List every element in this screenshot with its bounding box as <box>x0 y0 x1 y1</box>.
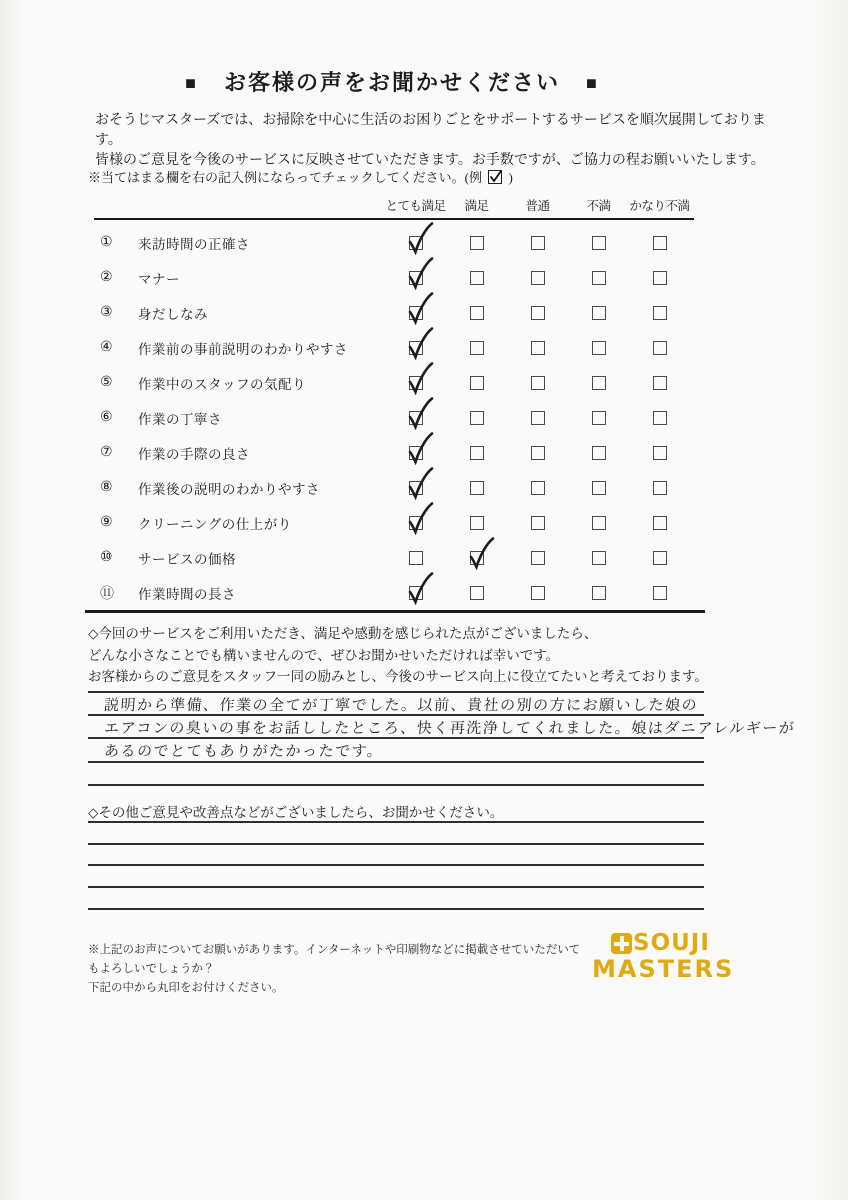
rating-cell <box>568 271 629 285</box>
rating-cell <box>568 411 629 425</box>
checkbox-row2-col4[interactable] <box>592 271 606 285</box>
checkbox-row7-col5[interactable] <box>653 446 667 460</box>
checkbox-row5-col5[interactable] <box>653 376 667 390</box>
row-label: クリーニングの仕上がり <box>138 516 292 532</box>
column-header-spacer <box>100 196 385 217</box>
row-number: ④ <box>100 340 113 355</box>
rating-cell <box>446 446 507 460</box>
checkbox-row4-col1[interactable] <box>409 341 423 355</box>
checkbox-row1-col2[interactable] <box>470 236 484 250</box>
column-header-2: 普通 <box>525 199 550 213</box>
survey-row-5 <box>100 365 695 400</box>
rating-cell <box>446 306 507 320</box>
checkbox-row6-col5[interactable] <box>653 411 667 425</box>
ruled-line <box>88 886 704 908</box>
handwritten-line-1: 説明から準備、作業の全てが丁寧でした。以前、貴社の別の方にお願いした娘の <box>103 696 699 714</box>
checkbox-row7-col1[interactable] <box>409 446 423 460</box>
checkbox-row1-col3[interactable] <box>531 236 545 250</box>
checkbox-row11-col3[interactable] <box>531 586 545 600</box>
rating-cell <box>385 516 446 530</box>
rating-cell <box>629 411 690 425</box>
survey-rows <box>100 225 695 610</box>
row-number: ⑧ <box>100 480 113 495</box>
checkbox-row10-col4[interactable] <box>592 551 606 565</box>
checkbox-row11-col4[interactable] <box>592 586 606 600</box>
row-number: ⑩ <box>100 550 113 565</box>
rating-cell <box>446 551 507 565</box>
title-square-left-icon: ■ <box>185 73 198 93</box>
handwritten-checkmark-icon <box>406 221 434 255</box>
rating-cell <box>507 586 568 600</box>
handwritten-checkmark-icon <box>406 466 434 500</box>
checkbox-row4-col2[interactable] <box>470 341 484 355</box>
intro-line: 皆様のご意見を今後のサービスに反映させていただきます。お手数ですが、ご協力の程お願いいたします。 <box>95 153 765 168</box>
rating-cell <box>446 516 507 530</box>
handwritten-checkmark-icon <box>467 536 495 570</box>
checkbox-row3-col2[interactable] <box>470 306 484 320</box>
rating-cell <box>629 551 690 565</box>
checkbox-row3-col1[interactable] <box>409 306 423 320</box>
checkbox-row1-col5[interactable] <box>653 236 667 250</box>
rating-cell <box>568 236 629 250</box>
rating-cell <box>507 551 568 565</box>
survey-column-headers <box>100 196 695 217</box>
ruled-line <box>88 843 704 865</box>
handwritten-checkmark-icon <box>406 501 434 535</box>
rating-cell <box>568 481 629 495</box>
checkbox-row7-col2[interactable] <box>470 446 484 460</box>
ruled-line <box>88 821 704 843</box>
rating-cell <box>446 481 507 495</box>
handwritten-checkmark-icon <box>406 361 434 395</box>
intro-line: おそうじマスターズでは、お掃除を中心に生活のお困りごとをサポートするサービスを順次展開しております。 <box>95 113 766 148</box>
checkbox-row2-col5[interactable] <box>653 271 667 285</box>
publication-note-line: ※上記のお声についてお願いがあります。インターネットや印刷物などに掲載させていただいてもよろしいでしょうか？ <box>88 944 581 975</box>
handwritten-checkmark-icon <box>406 291 434 325</box>
row-number: ② <box>100 270 113 285</box>
publication-note-line: 下記の中から丸印をお付けください。 <box>88 982 284 994</box>
row-number: ⑪ <box>100 586 114 602</box>
rating-cell <box>446 411 507 425</box>
rating-cell <box>507 236 568 250</box>
column-header-1: 満足 <box>464 199 489 213</box>
rating-cell <box>446 586 507 600</box>
checkbox-row2-col3[interactable] <box>531 271 545 285</box>
rating-cell <box>629 446 690 460</box>
survey-row-7 <box>100 435 695 470</box>
column-header-3: 不満 <box>586 199 611 213</box>
survey-row-9 <box>100 505 695 540</box>
checkbox-row5-col4[interactable] <box>592 376 606 390</box>
survey-row-1 <box>100 225 695 260</box>
survey-row-11 <box>100 575 695 610</box>
checkbox-row6-col2[interactable] <box>470 411 484 425</box>
rating-cell <box>385 341 446 355</box>
rating-cell <box>385 551 446 565</box>
checkbox-row8-col2[interactable] <box>470 481 484 495</box>
rating-cell <box>507 516 568 530</box>
checkbox-row4-col3[interactable] <box>531 341 545 355</box>
checkbox-row10-col5[interactable] <box>653 551 667 565</box>
page-title <box>0 66 784 97</box>
survey-row-10 <box>100 540 695 575</box>
checkbox-row10-col1[interactable] <box>409 551 423 565</box>
column-header-0: とても満足 <box>385 199 446 213</box>
checkbox-row2-col1[interactable] <box>409 271 423 285</box>
checkbox-row1-col4[interactable] <box>592 236 606 250</box>
rating-cell <box>507 411 568 425</box>
other-comments-ruled-lines <box>88 821 704 929</box>
row-label: 作業後の説明のわかりやすさ <box>138 481 320 497</box>
rating-cell <box>507 376 568 390</box>
handwritten-checkmark-icon <box>406 431 434 465</box>
row-number: ⑨ <box>100 515 113 530</box>
checkbox-row8-col1[interactable] <box>409 481 423 495</box>
rating-cell <box>385 306 446 320</box>
row-number: ③ <box>100 305 113 320</box>
rating-cell <box>385 411 446 425</box>
example-checked-checkbox-icon <box>488 170 502 184</box>
checkbox-row6-col4[interactable] <box>592 411 606 425</box>
rating-cell <box>446 341 507 355</box>
osouji-masters-logo <box>592 932 734 981</box>
checkbox-row8-col3[interactable] <box>531 481 545 495</box>
rating-cell <box>629 376 690 390</box>
checkbox-row4-col4[interactable] <box>592 341 606 355</box>
rating-cell <box>507 306 568 320</box>
checkbox-row9-col2[interactable] <box>470 516 484 530</box>
ruled-line <box>88 908 704 930</box>
checkbox-note-text-suffix: ) <box>508 170 513 185</box>
handwritten-line-2: エアコンの臭いの事をお話ししたところ、快く再洗浄してくれました。娘はダニアレルギーが <box>103 719 796 738</box>
handwritten-checkmark-icon <box>406 571 434 605</box>
rating-cell <box>385 481 446 495</box>
checkbox-row11-col2[interactable] <box>470 586 484 600</box>
rating-cell <box>385 271 446 285</box>
rating-cell <box>629 236 690 250</box>
rating-cell <box>446 376 507 390</box>
checkbox-row5-col1[interactable] <box>409 376 423 390</box>
checkbox-row8-col4[interactable] <box>592 481 606 495</box>
row-label: 作業中のスタッフの気配り <box>138 376 306 392</box>
ruled-line <box>88 761 704 784</box>
publication-permission-note <box>88 941 588 998</box>
rating-cell <box>568 376 629 390</box>
other-comments-heading: ◇その他ご意見や改善点などがございましたら、お聞かせください。 <box>88 805 504 820</box>
checkbox-row6-col1[interactable] <box>409 411 423 425</box>
checkbox-instruction-note <box>88 167 513 186</box>
checkbox-row7-col3[interactable] <box>531 446 545 460</box>
row-label: 作業時間の長さ <box>138 586 236 602</box>
rating-cell <box>629 586 690 600</box>
logo-o-icon <box>611 933 632 954</box>
handwritten-checkmark-icon <box>406 326 434 360</box>
row-number: ⑤ <box>100 375 113 390</box>
row-label: 身だしなみ <box>138 306 208 322</box>
handwritten-feedback <box>103 694 796 764</box>
handwritten-checkmark-icon <box>406 256 434 290</box>
checkbox-row8-col5[interactable] <box>653 481 667 495</box>
rating-cell <box>568 586 629 600</box>
row-label: 作業の手際の良さ <box>138 446 250 462</box>
rating-cell <box>568 516 629 530</box>
row-number: ① <box>100 235 113 250</box>
intro-paragraph <box>95 111 775 171</box>
checkbox-row9-col1[interactable] <box>409 516 423 530</box>
table-bottom-divider <box>85 610 705 613</box>
checkbox-row11-col1[interactable] <box>409 586 423 600</box>
logo-line-osouji <box>611 932 734 955</box>
survey-row-8 <box>100 470 695 505</box>
rating-cell <box>629 306 690 320</box>
satisfaction-survey-table <box>100 196 695 602</box>
survey-row-3 <box>100 295 695 330</box>
row-number: ⑥ <box>100 410 113 425</box>
rating-cell <box>385 376 446 390</box>
checkbox-row9-col5[interactable] <box>653 516 667 530</box>
checkbox-row3-col3[interactable] <box>531 306 545 320</box>
checkbox-row3-col5[interactable] <box>653 306 667 320</box>
checkbox-row11-col5[interactable] <box>653 586 667 600</box>
row-label: マナー <box>138 271 180 287</box>
checkbox-row3-col4[interactable] <box>592 306 606 320</box>
title-square-right-icon: ■ <box>586 73 599 93</box>
rating-cell <box>446 271 507 285</box>
rating-cell <box>629 341 690 355</box>
checkbox-row5-col3[interactable] <box>531 376 545 390</box>
header-divider <box>94 218 694 220</box>
row-label: 来訪時間の正確さ <box>138 236 250 252</box>
row-label: 作業の丁寧さ <box>138 411 222 427</box>
survey-row-2 <box>100 260 695 295</box>
checkbox-row6-col3[interactable] <box>531 411 545 425</box>
handwritten-line-3: あるのでとてもありがたかったです。 <box>103 742 384 761</box>
feedback-prompt <box>88 623 728 688</box>
rating-cell <box>507 481 568 495</box>
feedback-prompt-line: どんな小さなことでも構いませんので、ぜひお聞かせいただければ幸いです。 <box>88 647 560 663</box>
row-label: サービスの価格 <box>138 551 236 567</box>
rating-cell <box>385 236 446 250</box>
rating-cell <box>507 446 568 460</box>
rating-cell <box>568 306 629 320</box>
rating-cell <box>385 446 446 460</box>
survey-row-4 <box>100 330 695 365</box>
checkbox-row5-col2[interactable] <box>470 376 484 390</box>
rating-cell <box>385 586 446 600</box>
logo-line-masters: MASTERS <box>592 955 735 983</box>
checkbox-row4-col5[interactable] <box>653 341 667 355</box>
rating-cell <box>568 341 629 355</box>
feedback-prompt-line: ◇今回のサービスをご利用いただき、満足や感動を感じられた点がございましたら、 <box>88 626 598 641</box>
rating-cell <box>629 516 690 530</box>
feedback-prompt-line: お客様からのご意見をスタッフ一同の励みとし、今後のサービス向上に役立てたいと考えております。 <box>88 669 708 684</box>
survey-row-6 <box>100 400 695 435</box>
rating-cell <box>507 271 568 285</box>
checkbox-row9-col4[interactable] <box>592 516 606 530</box>
checkbox-row7-col4[interactable] <box>592 446 606 460</box>
ruled-line <box>88 864 704 886</box>
handwritten-checkmark-icon <box>406 396 434 430</box>
checkbox-row2-col2[interactable] <box>470 271 484 285</box>
checkbox-note-text: ※当てはまる欄を右の記入例にならってチェックしてください。(例 <box>88 170 482 185</box>
rating-cell <box>507 341 568 355</box>
rating-cell <box>629 481 690 495</box>
column-header-4: かなり不満 <box>629 199 690 213</box>
checkbox-row9-col3[interactable] <box>531 516 545 530</box>
rating-cell <box>446 236 507 250</box>
checkbox-row10-col3[interactable] <box>531 551 545 565</box>
row-label: 作業前の事前説明のわかりやすさ <box>138 341 348 357</box>
checkbox-row10-col2[interactable] <box>470 551 484 565</box>
row-number: ⑦ <box>100 445 113 460</box>
rating-cell <box>568 446 629 460</box>
checkbox-row1-col1[interactable] <box>409 236 423 250</box>
rating-cell <box>568 551 629 565</box>
rating-cell <box>629 271 690 285</box>
page-title-text: お客様の声をお聞かせください <box>223 70 560 95</box>
logo-word-souji: SOUJI <box>633 930 710 956</box>
